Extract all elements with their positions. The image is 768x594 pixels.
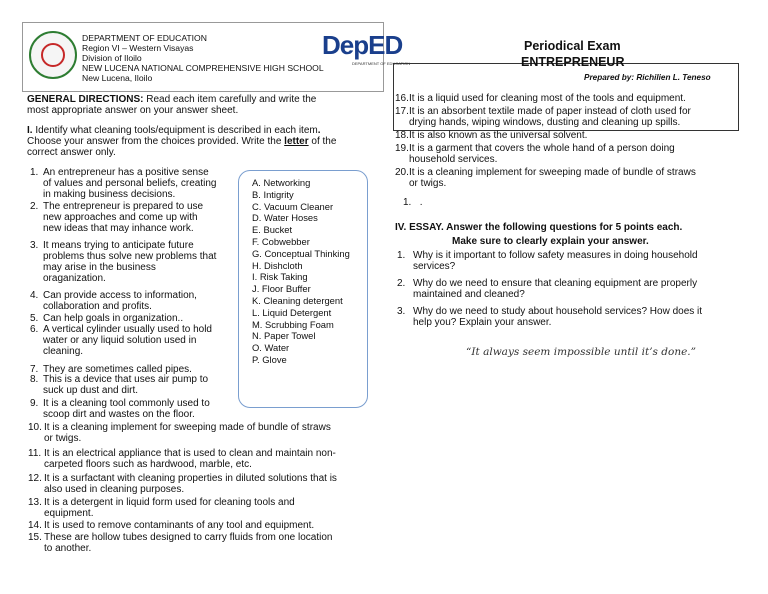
question-item <box>28 532 333 554</box>
question-text-line: equipment. <box>44 508 94 519</box>
question-item <box>395 93 686 104</box>
question-item <box>30 240 216 284</box>
question-text-line: This is a device that uses air pump to <box>43 374 209 385</box>
question-number: 1. <box>30 167 39 178</box>
question-number: 19. <box>395 143 409 154</box>
header-line-3: Division of Iloilo <box>82 53 142 63</box>
prepared-by: Prepared by: Richilien L. Teneso <box>584 73 711 82</box>
choice-option: C. Vacuum Cleaner <box>252 200 334 212</box>
choice-option: O. Water <box>252 342 290 354</box>
question-item <box>30 201 203 234</box>
question-text-line: Why is it important to follow safety measures in doing household <box>413 250 698 261</box>
question-item <box>28 448 336 470</box>
stray-text: . <box>419 197 423 208</box>
header-line-2: Region VI – Western Visayas <box>82 43 194 53</box>
part1-line2b: of the <box>308 136 337 147</box>
question-text-line: help you? Explain your answer. <box>413 317 552 328</box>
question-text-line: It is a garment that covers the whole hand of a person doing <box>409 143 675 154</box>
question-text-line: It is a surfactant with cleaning properties in diluted solutions that is <box>44 473 337 484</box>
question-text-line: Can provide access to information, <box>43 290 197 301</box>
question-text-line: Why do we need to ensure that cleaning equipment are properly <box>413 278 698 289</box>
directions-text-1: Read each item carefully and write the <box>143 94 317 105</box>
choice-option: K. Cleaning detergent <box>252 295 343 306</box>
question-text-line: to another. <box>44 543 92 554</box>
question-text-line: An entrepreneur has a positive sense <box>43 167 209 178</box>
question-item <box>397 250 698 272</box>
question-item <box>395 130 587 141</box>
question-number: 18. <box>395 130 409 141</box>
question-item <box>397 278 697 300</box>
question-text-line: new approaches and come up with <box>43 212 198 223</box>
choice-option: M. Scrubbing Foam <box>252 318 334 330</box>
question-text-line: It is a cleaning tool commonly used to <box>43 398 210 409</box>
choice-option: B. Intigrity <box>252 188 294 200</box>
header-line-4: NEW LUCENA NATIONAL COMPREHENSIVE HIGH SCHOOL <box>82 63 324 73</box>
question-text-line: It is a cleaning implement for sweeping made of bundle of straws <box>44 422 331 433</box>
question-text-line: maintained and cleaned? <box>413 289 525 300</box>
question-number: 14. <box>28 520 42 531</box>
part1-roman: I. <box>27 125 33 136</box>
question-text-line: It is used to remove contaminants of any tool and equipment. <box>44 520 315 531</box>
question-text-line: It means trying to anticipate future <box>43 240 194 251</box>
question-number: 12. <box>28 473 42 484</box>
question-text-line: collaboration and profits. <box>43 301 152 312</box>
question-number: 5. <box>30 313 39 324</box>
stray-number: 1. <box>403 197 412 208</box>
quote: “It always seem impossible until it’s done.” <box>466 346 696 358</box>
question-item <box>30 374 208 396</box>
choice-option: N. Paper Towel <box>252 330 316 342</box>
question-text-line: These are hollow tubes designed to carry fluids from one location <box>44 532 333 543</box>
question-text-line: It is an electrical appliance that is used to clean and maintain non- <box>44 448 336 459</box>
question-text-line: It is a liquid used for cleaning most of the tools and equipment. <box>409 93 686 104</box>
header-line-1: DEPARTMENT OF EDUCATION <box>82 33 207 43</box>
question-number: 4. <box>30 290 39 301</box>
question-item <box>395 143 675 165</box>
question-text-line: may arise in the business <box>43 262 156 273</box>
part1-line1a: Identify what cleaning tools/equipment is described in each item <box>32 125 318 136</box>
question-text-line: It is an absorbent textile made of paper instead of cloth used for <box>409 106 691 117</box>
school-seal-icon <box>29 31 77 79</box>
question-item <box>30 324 212 357</box>
part1-line1b: . <box>317 125 321 136</box>
part1-line3: correct answer only. <box>27 147 116 158</box>
question-text-line: scoop dirt and wastes on the floor. <box>43 409 195 420</box>
question-item <box>30 167 216 200</box>
question-number: 17. <box>395 106 409 117</box>
question-number: 2. <box>397 278 406 289</box>
question-item <box>28 520 314 531</box>
choice-option: G. Conceptual Thinking <box>252 247 350 259</box>
question-item <box>395 167 696 189</box>
choice-option: F. Cobwebber <box>252 236 310 247</box>
question-text-line: A vertical cylinder usually used to hold <box>43 324 212 335</box>
question-text-line: oraganization. <box>43 273 106 284</box>
question-number: 13. <box>28 497 42 508</box>
question-text-line: water or any liquid solution used in <box>43 335 197 346</box>
question-number: 11. <box>28 448 42 459</box>
question-number: 2. <box>30 201 39 212</box>
question-item <box>28 497 295 519</box>
deped-logo-subtext: DEPARTMENT OF EDUCATION <box>352 61 411 66</box>
question-text-line: also used in cleaning purposes. <box>44 484 185 495</box>
question-item <box>30 398 210 420</box>
question-text-line: carpeted floors such as hardwood, marble, etc. <box>44 459 252 470</box>
choice-option: A. Networking <box>252 177 311 188</box>
question-number: 6. <box>30 324 39 335</box>
question-text-line: Why do we need to study about household services? How does it <box>413 306 703 317</box>
question-text-line: It is a cleaning implement for sweeping made of bundle of straws <box>409 167 696 178</box>
part1-letter: letter <box>284 136 309 147</box>
directions-label: GENERAL DIRECTIONS: <box>27 94 144 105</box>
essay-heading: IV. ESSAY. Answer the following questions for 5 points each. <box>395 222 683 233</box>
choice-option: D. Water Hoses <box>252 212 318 224</box>
question-number: 3. <box>397 306 406 317</box>
question-number: 20. <box>395 167 409 178</box>
general-directions <box>27 94 316 116</box>
question-text-line: Can help goals in organization.. <box>43 313 184 324</box>
choice-option: J. Floor Buffer <box>252 283 311 295</box>
question-text-line: in making business decisions. <box>43 189 176 200</box>
question-text-line: of values and personal beliefs, creating <box>43 178 217 189</box>
question-number: 3. <box>30 240 39 251</box>
question-number: 15. <box>28 532 42 543</box>
question-text-line: suck up dust and dirt. <box>43 385 139 396</box>
exam-subject: ENTREPRENEUR <box>521 55 625 69</box>
choice-option: H. Dishcloth <box>252 259 303 271</box>
question-text-line: The entrepreneur is prepared to use <box>43 201 204 212</box>
directions-text-2: most appropriate answer on your answer sheet. <box>27 105 239 116</box>
deped-logo-text: DepED <box>322 30 403 60</box>
choice-option: L. Liquid Detergent <box>252 306 332 318</box>
question-text-line: It is also known as the universal solvent. <box>409 130 588 141</box>
part1-line2a: Choose your answer from the choices provided. Write the <box>27 136 285 147</box>
question-number: 10. <box>28 422 42 433</box>
question-number: 1. <box>397 250 406 261</box>
question-number: 9. <box>30 398 39 409</box>
question-number: 16. <box>395 93 409 104</box>
choice-option: E. Bucket <box>252 224 293 236</box>
question-text-line: services? <box>413 261 456 272</box>
choice-option: P. Glove <box>252 354 287 365</box>
question-item <box>28 473 337 495</box>
question-item <box>28 422 331 444</box>
question-number: 8. <box>30 374 39 385</box>
part1-instructions <box>27 125 336 158</box>
question-text-line: or twigs. <box>44 433 82 444</box>
question-item <box>30 313 183 324</box>
question-text-line: household services. <box>409 154 498 165</box>
header-line-5: New Lucena, Iloilo <box>82 73 153 83</box>
question-item <box>397 306 702 328</box>
question-text-line: It is a detergent in liquid form used for cleaning tools and <box>44 497 295 508</box>
essay-subheading: Make sure to clearly explain your answer. <box>452 236 649 247</box>
choice-option: I. Risk Taking <box>252 271 308 283</box>
question-text-line: new ideas that may inhance work. <box>43 223 194 234</box>
question-number: 7. <box>30 364 39 375</box>
deped-logo <box>322 30 411 70</box>
question-text-line: or twigs. <box>409 178 447 189</box>
question-text-line: drying hands, wiping windows, dusting and cleaning up spills. <box>409 117 681 128</box>
question-item <box>395 106 691 128</box>
question-text-line: problems thus solve new problems that <box>43 251 217 262</box>
exam-title: Periodical Exam <box>524 39 621 53</box>
question-item <box>30 290 197 312</box>
question-text-line: They are sometimes called pipes. <box>43 364 192 375</box>
stray-item <box>403 197 422 208</box>
question-text-line: cleaning. <box>43 346 84 357</box>
